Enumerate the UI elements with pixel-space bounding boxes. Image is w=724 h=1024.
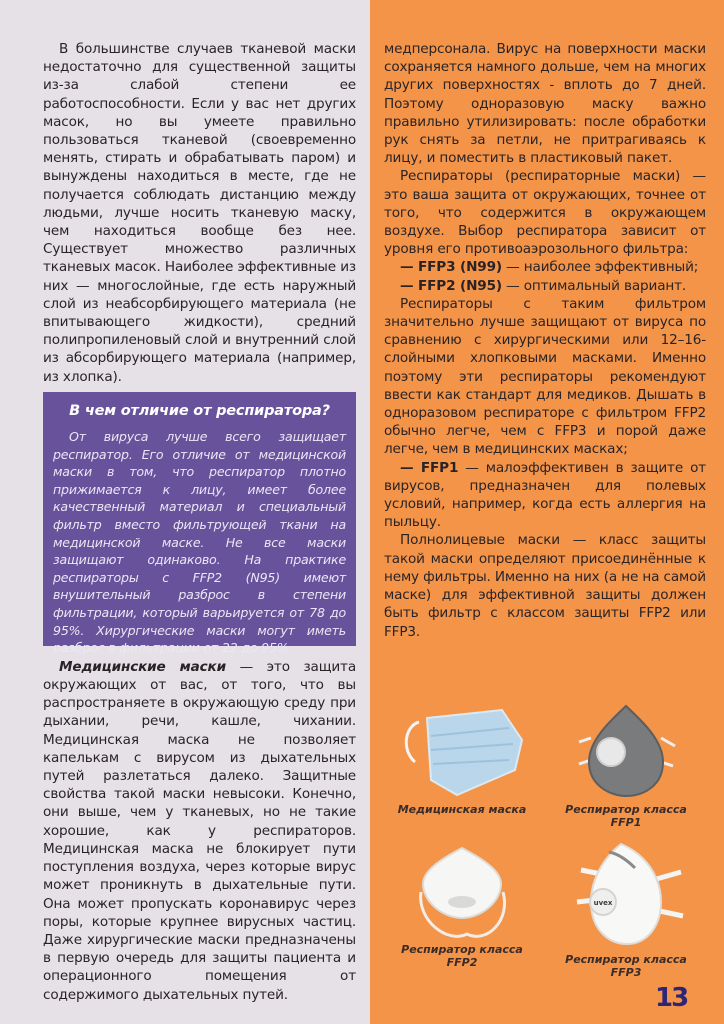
right-column: [384, 40, 706, 641]
left-column: [43, 40, 356, 1004]
gallery-item-medical-mask: [382, 700, 542, 817]
respirators-paragraph: Респираторы (респираторные маски) — это ваша защита от окружающих, точнее от того, что содержится в окружающем воздухе. Выбор респиратора зависит от уровня его противоаэрозольного фильтра:: [384, 168, 706, 258]
mask-gallery: [370, 700, 724, 1000]
ffp1-text: — малоэффективен в защите от вирусов, предназначен для полевых условий, например, когда есть аллергия на пыльцу.: [384, 459, 707, 531]
uvex-brand-mark: uvex: [593, 899, 613, 907]
ffp1-item: [384, 459, 706, 532]
medical-mask-image: [397, 700, 527, 800]
medical-masks-paragraph: [43, 658, 356, 1004]
caption-ffp1: Респиратор класса FFP1: [565, 803, 687, 829]
ffp3-label: — FFP3 (N99): [400, 259, 502, 276]
sidebar-text: От вируса лучше всего защищает респиратор. Его отличие от медицинской маски в том, что респиратор плотно прижимается к лицу, имеет более качественный материал и специальный фильтр вместо фильтрующей ткани на медицинской маске. Не все маски защищают одинаково. На практике респираторы с FFP2 (N95) имеют внушительный разброс в степени фильтрации, который варьируется от 78 до 95%. Хирургические маски могут иметь разброс в фильтрации от 22 до 95%.: [53, 429, 346, 656]
respirator-difference-sidebar: [43, 392, 356, 656]
sidebar-title: В чем отличие от респиратора?: [69, 402, 330, 419]
ffp1-label: — FFP1: [400, 459, 459, 476]
ffp2-text: — оптимальный вариант.: [501, 277, 687, 294]
medical-masks-lead: Медицинские маски: [59, 658, 226, 675]
full-face-masks-paragraph: Полнолицевые маски — класс защиты такой маски определяют присоединённые к нему фильтры. Именно на них (а не на самой маске) для эффективной защиты должен быть фильтр с классом защиты FFP2 или FFP3.: [384, 532, 706, 640]
ffp2-label: — FFP2 (N95): [400, 277, 502, 294]
ffp3-respirator-image: [561, 840, 691, 950]
medical-masks-text: — это защита окружающих от вас, от того, что вы распространяете в окружающую среду при дыхании, речи, кашле, чихании. Медицинская маска не позволяет капелькам с вирусом из дыхательных путей разлетаться далеко. Защитные свойства такой маски невысоки. Конечно, они выше, чем у тканевых, но не такие хорошие, как у респираторов. Медицинская маска не блокирует пути поступления воздуха, через которые вирус может проникнуть в дыхательные пути. Она может пропускать коронавирус через поры, которые крупнее вирусных частиц. Даже хирургические маски предназначены в первую очередь для защиты пациента и операционного помещения от содержимого дыхательных путей.: [43, 658, 356, 1003]
ffp2-details-paragraph: Респираторы с таким фильтром значительно лучше защищают от вируса по сравнению с хирургическими или 12–16-слойными хлопковыми масками. Именно поэтому эти респираторы рекомендуют ввести как стандарт для медиков. Дышать в одноразовом респираторе с фильтром FFP2 обычно легче, чем с FFP3 и порой даже легче, чем в медицинских масках;: [384, 295, 706, 458]
ffp1-respirator-image: [571, 700, 681, 800]
ffp3-text: — наиболее эффективный;: [501, 259, 699, 276]
gallery-item-ffp2: [382, 840, 542, 969]
gallery-item-ffp3: [546, 840, 706, 979]
disposal-paragraph: медперсонала. Вирус на поверхности маски сохраняется намного дольше, чем на многих других поверхностях - вплоть до 7 дней. Поэтому одноразовую маску важно правильно утилизировать: после обработки рук снять за петли, не притрагиваясь к лицу, и поместить в пластиковый пакет.: [384, 41, 706, 167]
caption-ffp3: Респиратор класса FFP3: [565, 953, 687, 979]
ffp2-respirator-image: [407, 840, 517, 940]
cloth-mask-paragraph: В большинстве случаев тканевой маски недостаточно для существенной защиты из-за слабой степени ее работоспособности. Если у вас нет других масок, но вы умеете правильно пользоваться тканевой (своевременно менять, стирать и обрабатывать паром) и вынуждены находиться в месте, где не получается соблюдать дистанцию между людьми, лучше носить тканевую маску, чем находиться вообще без нее. Существует множество различных тканевых масок. Наиболее эффективные из них — многослойные, где есть наружный слой из неабсорбирующего материала (не впитывающего жидкости), средний полипропиленовый слой и внутренний слой из абсорбирующего материала (например, из хлопка).: [43, 41, 356, 385]
gallery-item-ffp1: [546, 700, 706, 829]
caption-ffp2: Респиратор класса FFP2: [401, 943, 523, 969]
ffp3-item: [384, 258, 706, 276]
caption-medical-mask: Медицинская маска: [397, 803, 527, 816]
page-number: 13: [655, 983, 688, 1013]
ffp2-item: [384, 277, 706, 295]
